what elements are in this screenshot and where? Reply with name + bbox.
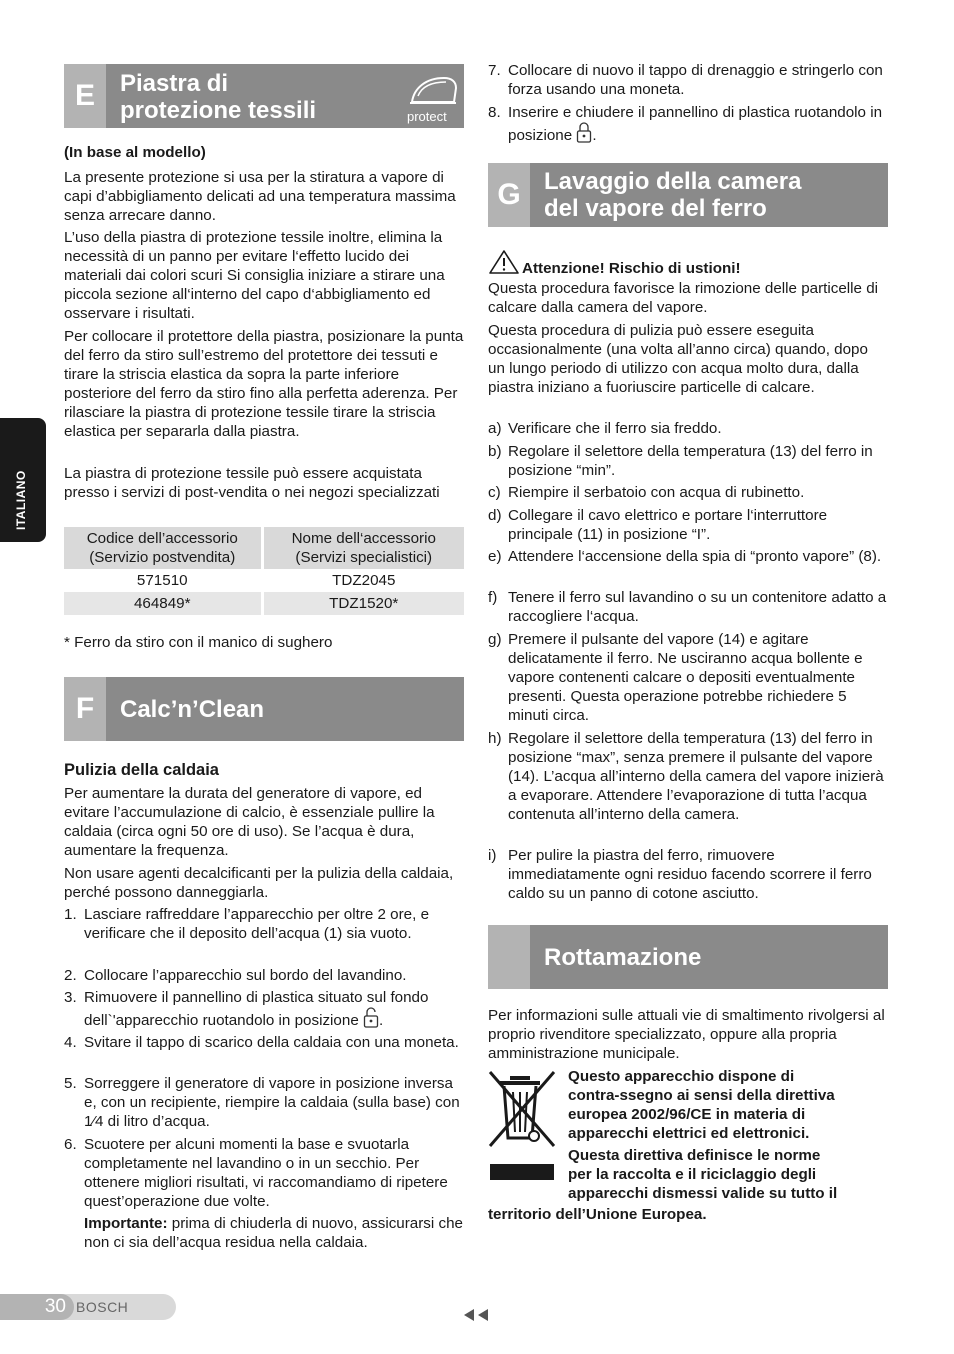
table-header: Codice dell’accessorio (Servizio postvendita)	[64, 527, 262, 569]
list-item: 4. Svitare il tappo di scarico della caldaia con una moneta.	[64, 1034, 459, 1051]
section-disposal-letter	[488, 925, 530, 989]
protect-label: protect	[407, 109, 447, 124]
section-f-para-2: Non usare agenti decalcificanti per la pulizia della caldaia, perché possono danneggiarla.	[64, 865, 454, 901]
section-f-title: Calc’n’Clean	[120, 696, 265, 723]
section-disposal-header	[488, 925, 888, 989]
section-f-letter: F	[64, 677, 106, 741]
table-cell: 571510	[64, 569, 262, 592]
section-f-subheading: Pulizia della caldaia	[64, 761, 219, 779]
section-g-para-1: Questa procedura favorisce la rimozione delle particelle di calcare dalla camera del vapore.	[488, 280, 879, 316]
iron-protect-icon	[404, 70, 462, 110]
table-cell: 464849*	[64, 592, 262, 615]
list-item: b) Regolare il selettore della temperatura (13) del ferro in posizione “min”.	[488, 443, 873, 479]
weee-bin-symbol	[488, 1068, 556, 1182]
list-item: 5. Sorreggere il generatore di vapore in posizione inversa e, con un recipiente, riempire la caldaia (sulla base) con 1⁄4 di litro d’acqua.	[64, 1075, 460, 1130]
section-e-header	[64, 64, 464, 128]
section-e-para-4: La piastra di protezione tessile può essere acquistata presso i servizi di post-vendita o nei negozi specializzati	[64, 465, 440, 501]
crossed-bin-icon	[488, 1068, 556, 1182]
list-item: 3. Rimuovere il pannellino di plastica situato sul fondo dell`'apparecchio ruotandolo in posizione .	[64, 989, 429, 1029]
table-cell: TDZ2045	[332, 572, 396, 589]
list-item: 2. Collocare l’apparecchio sul bordo del lavandino.	[64, 967, 407, 984]
table-header-row	[64, 527, 464, 569]
weee-text: Questo apparecchio dispone di contra-ssegno ai sensi della direttiva europea 2002/96/CE in materia di apparecchi elettrici ed elettronici. Questa direttiva definisce le norme per la raccolta e il riciclaggio degli apparecchi dismessi valide su tutto il	[568, 1068, 838, 1202]
section-g-header	[488, 163, 888, 227]
list-item: a) Verificare che il ferro sia freddo.	[488, 420, 722, 437]
list-item: h) Regolare il selettore della temperatura (13) del ferro in posizione “max”, senza premere il pulsante del vapore (14). L’acqua all’interno della camera del vapore inizierà a evaporare. Attendere l’evaporazione di tutta l’acqua contenuta all’interno della camera.	[488, 730, 884, 823]
list-item: g) Premere il pulsante del vapore (14) e agitare delicatamente il ferro. Ne usciranno acqua bollente e vapore contenenti calcare o depositi eventualmente presenti. Questa operazione potrebbe richiedere 5 minuti circa.	[488, 631, 863, 724]
table-row	[64, 592, 464, 615]
section-e-title: Piastra di protezione tessili	[120, 70, 317, 124]
section-disposal-title: Rottamazione	[544, 944, 702, 971]
section-e-para-2: L’uso della piastra di protezione tessile inoltre, elimina la necessità di un panno per evitare l‘effetto lucido dei materiali dai colori scuri Si consiglia iniziare a stirare una piccola sezione all‘interno del capo d‘abbigliamento ed osservare i risultati.	[64, 229, 445, 322]
list-item: 1. Lasciare raffreddare l’apparecchio per oltre 2 ore, e verificare che il deposito dell’acqua (1) sia vuoto.	[64, 906, 430, 942]
section-e-letter: E	[64, 64, 106, 128]
table-row	[64, 569, 464, 592]
section-e-para-1: La presente protezione si usa per la stiratura a vapore di capi d’abbigliamento delicati ad una temperatura massima senza arrecare danno.	[64, 169, 456, 224]
warning-line: Attenzione! Rischio di ustioni!	[488, 249, 888, 278]
section-g-title: Lavaggio della camera del vapore del ferro	[544, 168, 802, 222]
section-f-header	[64, 677, 464, 741]
section-g-letter: G	[488, 163, 530, 227]
language-label: ITALIANO	[14, 470, 28, 530]
table-footnote: * Ferro da stiro con il manico di sughero	[64, 634, 333, 651]
list-item: d) Collegare il cavo elettrico e portare l‘interruttore principale (11) in posizione “I”.	[488, 507, 828, 543]
section-e-para-3: Per collocare il protettore della piastra, posizionare la punta del ferro da stiro sull’estremo del protettore dei tessuti e tirare la striscia elastica da sopra la parte inferiore posteriore del ferro da stiro fino alla perfetta aderenza. Per rilasciare la piastra di protezione tessile tirare la striscia elastica per separarla dalla piastra.	[64, 328, 464, 440]
table-header: Nome dell‘accessorio (Servizi specialistici)	[291, 530, 436, 566]
page-number: 30	[0, 1294, 74, 1320]
model-note: (In base al modello)	[64, 144, 206, 161]
list-item: 6. Scuotere per alcuni momenti la base e svuotarla completamente nel lavandino o in un secchio. Per ottenere migliori risultati, vi raccomandiamo di ripetere quest’operazione due volte.	[64, 1136, 448, 1210]
list-item: e) Attendere l‘accensione della spia di “pronto vapore” (8).	[488, 548, 882, 565]
accessory-table	[64, 527, 464, 615]
weee-text-last: territorio dell’Unione Europea.	[488, 1206, 707, 1223]
protect-badge	[404, 70, 462, 124]
important-note: Importante: prima di chiuderla di nuovo, assicurarsi che non ci sia dell’acqua residua nella caldaia.	[84, 1215, 463, 1251]
section-f-para-1: Per aumentare la durata del generatore di vapore, ed evitare l’accumulazione di calcio, è essenziale pullire la caldaia (circa ogni 50 ore di uso). Se l’acqua è dura, aumentare la frequenza.	[64, 785, 435, 859]
warning-triangle-icon	[488, 249, 520, 275]
brand-label: BOSCH	[76, 1299, 129, 1315]
page-footer	[0, 1294, 176, 1320]
language-tab	[0, 418, 46, 542]
table-cell: TDZ1520*	[329, 595, 399, 612]
previous-page-arrows-icon[interactable]	[462, 1308, 490, 1322]
list-item: i) Per pulire la piastra del ferro, rimuovere immediatamente ogni residuo facendo scorrere il ferro caldo su un panno di cotone asciutto.	[488, 847, 872, 902]
padlock-open-icon	[363, 1007, 379, 1029]
section-g-para-2: Questa procedura di pulizia può essere eseguita occasionalmente (una volta all’anno circa) quando, dopo un lungo periodo di utilizzo con acqua molto dura, dalla piastra iniziano a fuoriuscire particelle di calcare.	[488, 322, 868, 396]
list-item: f) Tenere il ferro sul lavandino o su un contenitore adatto a raccogliere l‘acqua.	[488, 589, 887, 625]
padlock-closed-icon	[576, 122, 592, 144]
section-disposal-para-1: Per informazioni sulle attuali vie di smaltimento rivolgersi al proprio rivenditore specializzato, oppure alla propria amministrazione municipale.	[488, 1007, 885, 1062]
list-item: 8. Inserire e chiudere il pannellino di plastica ruotandolo in posizione .	[488, 104, 883, 144]
list-item: c) Riempire il serbatoio con acqua di rubinetto.	[488, 484, 805, 501]
list-item: 7. Collocare di nuovo il tappo di drenaggio e stringerlo con forza usando una moneta.	[488, 62, 883, 98]
